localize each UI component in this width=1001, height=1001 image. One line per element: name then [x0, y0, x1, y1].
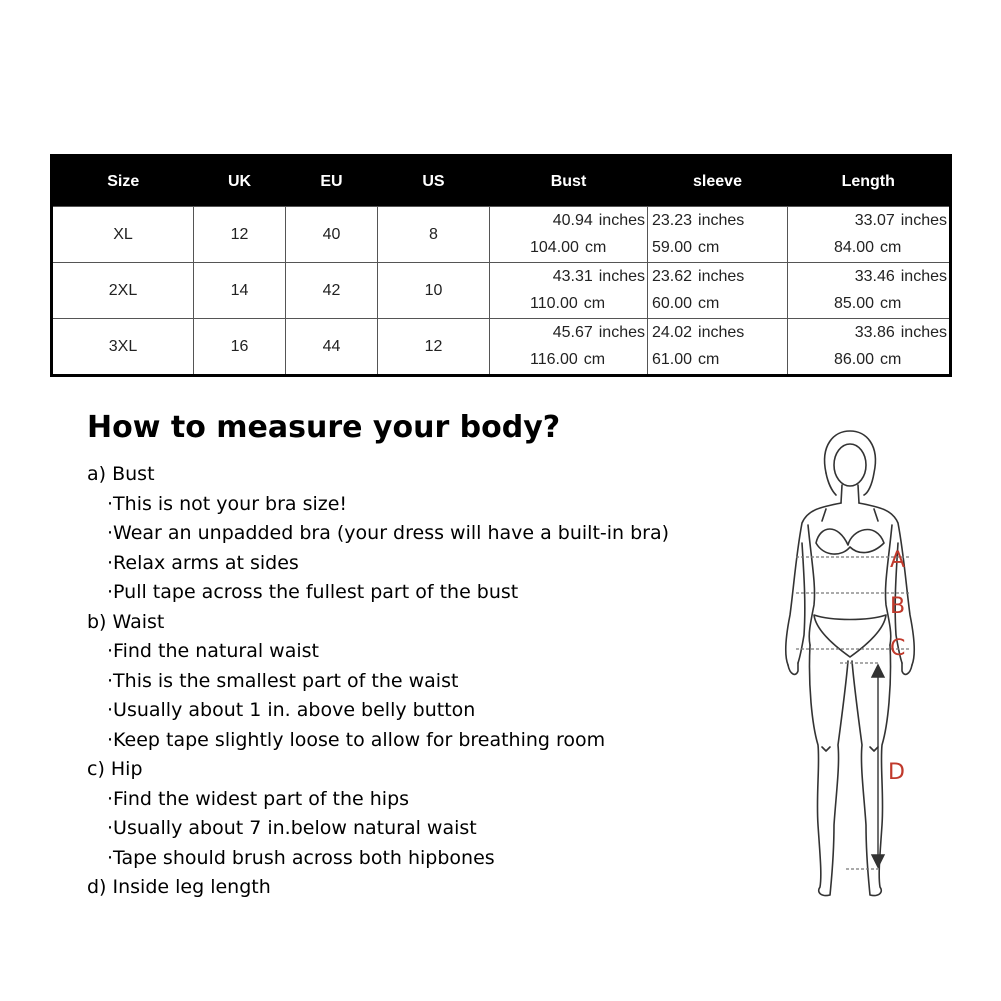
unit-inches: inches	[900, 212, 947, 229]
header-size: Size	[52, 156, 194, 207]
cell-length	[788, 263, 951, 319]
guide-item: ·Find the widest part of the hips	[107, 787, 410, 810]
unit-cm: cm	[584, 239, 607, 256]
header-uk: UK	[194, 156, 286, 207]
guide-section-heading: a) Bust	[87, 463, 155, 485]
cell-us: 10	[378, 263, 490, 319]
cell-length	[788, 319, 951, 376]
cell-eu: 40	[286, 207, 378, 263]
cell-bust	[490, 263, 648, 319]
cell-sleeve	[648, 207, 788, 263]
cell-eu: 44	[286, 319, 378, 376]
cell-length-inches-value: 33.86	[854, 324, 895, 341]
unit-cm: cm	[880, 239, 902, 256]
header-sleeve: sleeve	[648, 156, 788, 207]
unit-inches: inches	[900, 268, 947, 285]
cell-length-inches-value: 33.46	[854, 268, 895, 285]
cell-length-inches-value: 33.07	[854, 212, 895, 229]
guide-title: How to measure your body?	[87, 410, 561, 445]
cell-size: 3XL	[52, 319, 194, 376]
cell-sleeve-inches-value: 24.02	[652, 324, 693, 341]
cell-bust-inches-value: 40.94	[552, 212, 593, 229]
unit-cm: cm	[583, 295, 606, 312]
header-bust: Bust	[490, 156, 648, 207]
cell-length-cm-value: 85.00	[834, 295, 875, 312]
body-measurement-figure	[760, 425, 940, 905]
guide-section-heading: d) Inside leg length	[87, 876, 271, 898]
unit-inches: inches	[598, 268, 645, 285]
guide-item: ·Tape should brush across both hipbones	[107, 846, 495, 869]
guide-item: ·Find the natural waist	[107, 640, 319, 662]
unit-cm: cm	[583, 351, 606, 368]
guide-item: ·This is the smallest part of the waist	[107, 669, 459, 692]
guide-item: ·Relax arms at sides	[107, 551, 299, 574]
unit-inches: inches	[598, 324, 645, 341]
guide-section-heading: b) Waist	[87, 610, 165, 633]
table-header-row	[52, 156, 951, 207]
cell-uk: 16	[194, 319, 286, 376]
table-row	[52, 207, 951, 263]
cell-eu: 42	[286, 263, 378, 319]
label-c: C	[890, 636, 906, 661]
cell-bust-cm-value: 110.00	[530, 295, 578, 312]
guide-item: ·Wear an unpadded bra (your dress will have a built-in bra)	[107, 522, 670, 544]
size-chart-table	[50, 154, 952, 377]
cell-sleeve-inches-value: 23.23	[652, 212, 693, 229]
cell-bust-cm-value: 104.00	[530, 239, 579, 256]
guide-item: ·Keep tape slightly loose to allow for breathing room	[107, 728, 606, 751]
cell-length	[788, 207, 951, 263]
cell-bust	[490, 207, 648, 263]
cell-sleeve-cm-value: 61.00	[652, 351, 693, 368]
header-us: US	[378, 156, 490, 207]
unit-inches: inches	[698, 268, 745, 285]
table-row	[52, 319, 951, 376]
label-a: A	[890, 548, 906, 573]
cell-uk: 12	[194, 207, 286, 263]
cell-bust	[490, 319, 648, 376]
cell-us: 12	[378, 319, 490, 376]
guide-item: ·Usually about 7 in.below natural waist	[107, 817, 477, 839]
header-length: Length	[788, 156, 951, 207]
table-row	[52, 263, 951, 319]
header-eu: EU	[286, 156, 378, 207]
cell-uk: 14	[194, 263, 286, 319]
unit-cm: cm	[698, 295, 720, 312]
guide-section-heading: c) Hip	[87, 758, 143, 780]
cell-bust-inches-value: 45.67	[552, 324, 593, 341]
cell-sleeve	[648, 263, 788, 319]
cell-sleeve-cm-value: 59.00	[652, 239, 693, 256]
unit-cm: cm	[880, 295, 902, 312]
cell-length-cm-value: 84.00	[834, 239, 875, 256]
cell-sleeve-inches-value: 23.62	[652, 268, 693, 285]
cell-sleeve	[648, 319, 788, 376]
unit-cm: cm	[698, 239, 720, 256]
guide-item: ·This is not your bra size!	[107, 492, 348, 515]
cell-size: XL	[52, 207, 194, 263]
cell-us: 8	[378, 207, 490, 263]
label-b: B	[890, 594, 906, 619]
label-d: D	[888, 760, 905, 785]
cell-length-cm-value: 86.00	[834, 351, 875, 368]
cell-bust-cm-value: 116.00	[530, 351, 578, 368]
guide-item: ·Pull tape across the fullest part of the bust	[107, 581, 519, 603]
measure-guide	[87, 460, 727, 903]
cell-sleeve-cm-value: 60.00	[652, 295, 693, 312]
unit-cm: cm	[698, 351, 720, 368]
guide-item: ·Usually about 1 in. above belly button	[107, 699, 476, 721]
cell-size: 2XL	[52, 263, 194, 319]
unit-inches: inches	[698, 324, 745, 341]
unit-inches: inches	[698, 212, 745, 229]
unit-cm: cm	[880, 351, 902, 368]
unit-inches: inches	[598, 212, 645, 229]
cell-bust-inches-value: 43.31	[552, 268, 593, 285]
unit-inches: inches	[900, 324, 947, 341]
